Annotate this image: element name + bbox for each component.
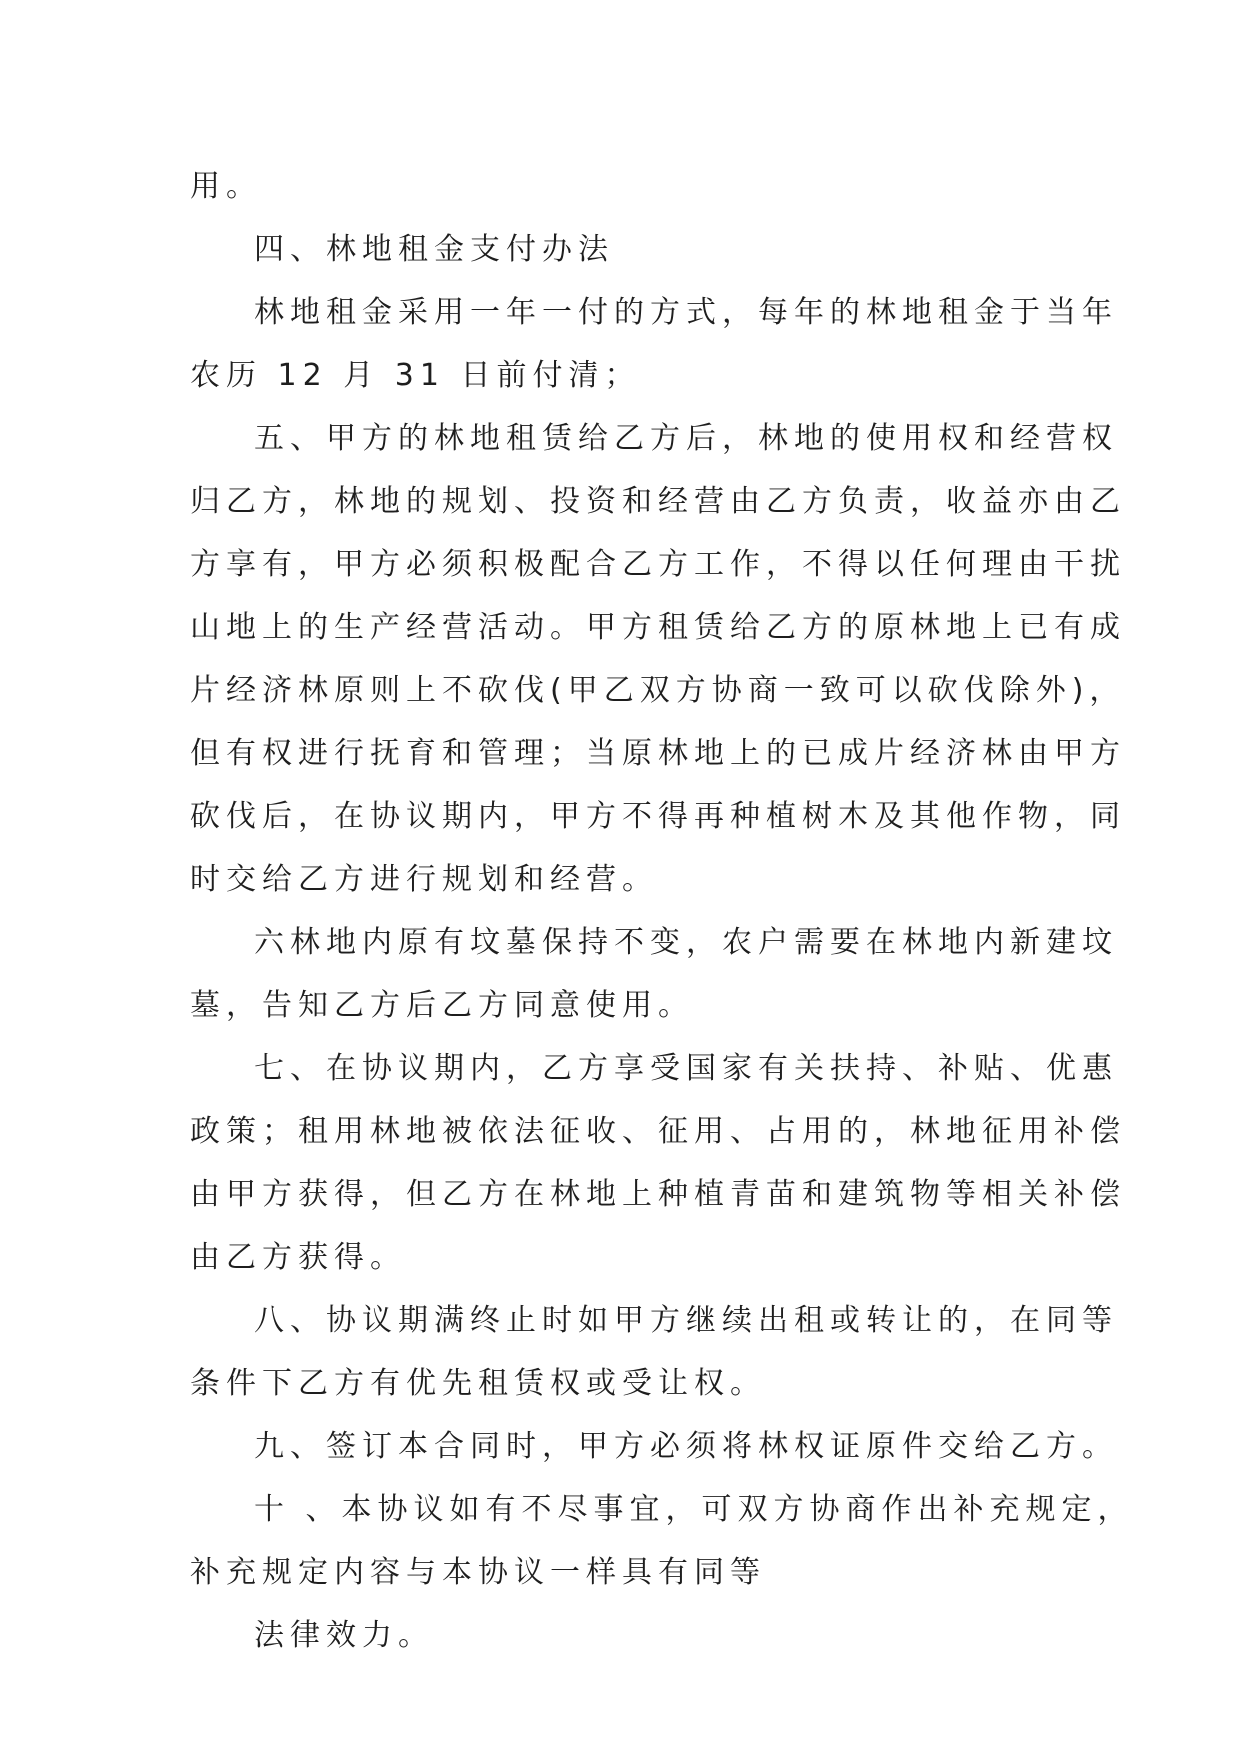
text-line: 但有权进行抚育和管理；当原林地上的已成片经济林由甲方 <box>190 736 1126 771</box>
text-line: 政策；租用林地被依法征收、征用、占用的，林地征用补偿 <box>190 1114 1126 1149</box>
text-line: 由甲方获得，但乙方在林地上种植青苗和建筑物等相关补偿 <box>190 1177 1126 1212</box>
text-line: 农历 12 月 31 日前付清； <box>190 358 641 393</box>
text-line: 六林地内原有坟墓保持不变，农户需要在林地内新建坟 <box>254 925 1118 960</box>
text-line: 用。 <box>190 169 262 204</box>
text-line: 法律效力。 <box>254 1618 434 1653</box>
text-line: 由乙方获得。 <box>190 1240 406 1275</box>
text-line: 四、林地租金支付办法 <box>254 232 614 267</box>
text-line: 补充规定内容与本协议一样具有同等 <box>190 1555 766 1590</box>
text-line: 条件下乙方有优先租赁权或受让权。 <box>190 1366 766 1401</box>
text-line: 林地租金采用一年一付的方式，每年的林地租金于当年 <box>254 295 1118 330</box>
text-line: 片经济林原则上不砍伐(甲乙双方协商一致可以砍伐除外)， <box>190 673 1126 708</box>
text-line: 八、协议期满终止时如甲方继续出租或转让的，在同等 <box>254 1303 1118 1338</box>
text-line: 归乙方，林地的规划、投资和经营由乙方负责，收益亦由乙 <box>190 484 1126 519</box>
text-line: 方享有，甲方必须积极配合乙方工作，不得以任何理由干扰 <box>190 547 1126 582</box>
text-line: 时交给乙方进行规划和经营。 <box>190 862 658 897</box>
text-line: 墓，告知乙方后乙方同意使用。 <box>190 988 694 1023</box>
text-line: 砍伐后，在协议期内，甲方不得再种植树木及其他作物，同 <box>190 799 1126 834</box>
document-body <box>190 155 1134 1667</box>
text-line: 山地上的生产经营活动。甲方租赁给乙方的原林地上已有成 <box>190 610 1126 645</box>
text-line: 五、甲方的林地租赁给乙方后，林地的使用权和经营权 <box>254 421 1118 456</box>
text-line: 七、在协议期内，乙方享受国家有关扶持、补贴、优惠 <box>254 1051 1118 1086</box>
text-line: 十 、本协议如有不尽事宜，可双方协商作出补充规定， <box>254 1492 1134 1527</box>
text-line: 九、签订本合同时，甲方必须将林权证原件交给乙方。 <box>254 1429 1118 1464</box>
